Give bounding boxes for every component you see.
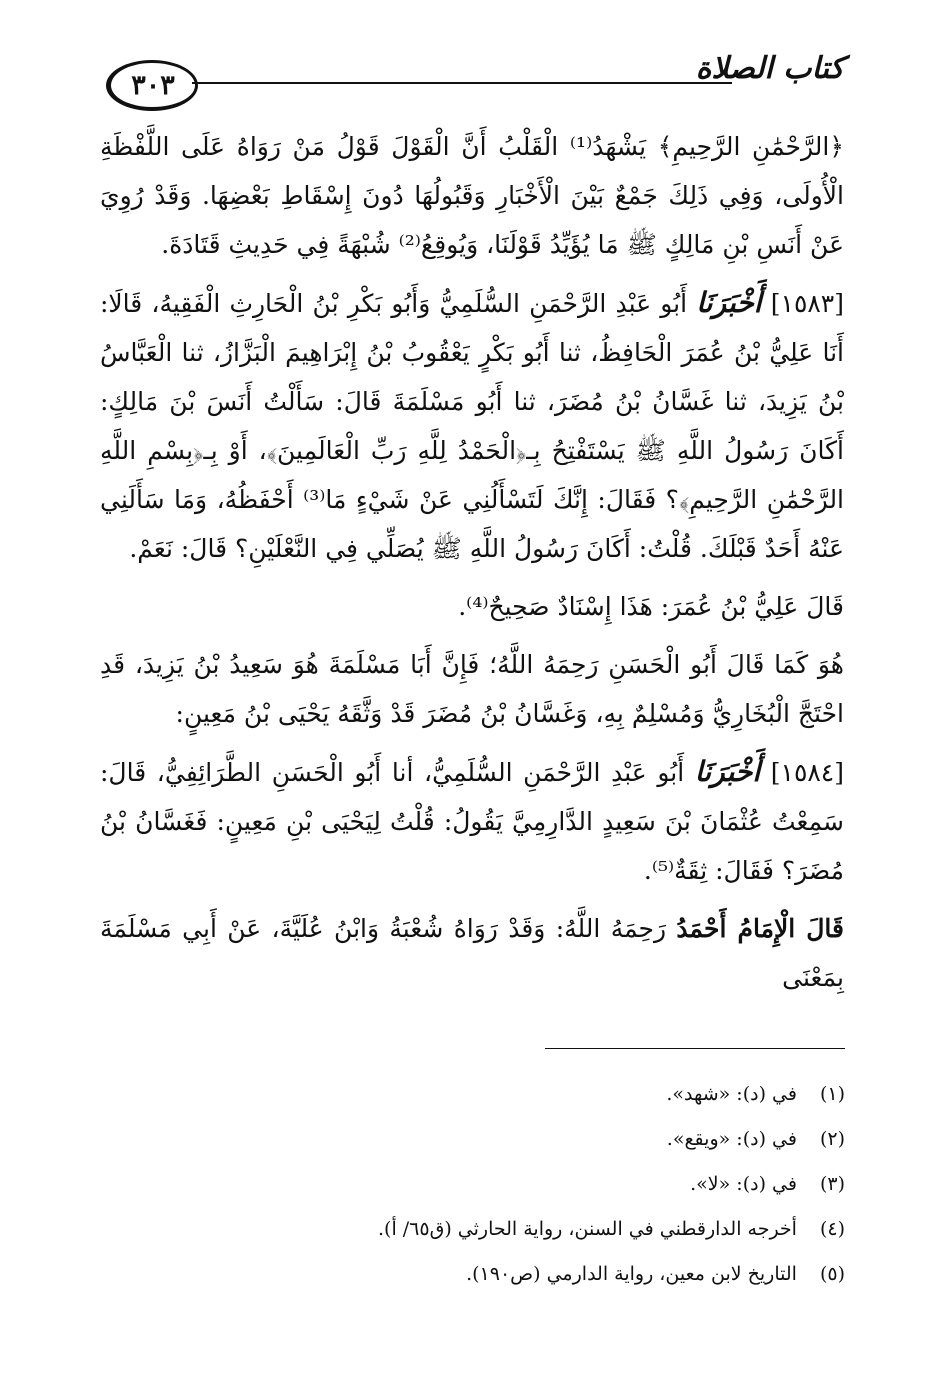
page-number: ٣٠٣ [131,69,175,101]
footnote-text: في (د): «لا». [690,1173,797,1195]
footnote-number: (١) [819,1083,845,1105]
book-title: كتاب الصلاة [695,51,844,86]
footnote-number: (٥) [819,1263,845,1285]
footnote [245,1072,845,1117]
paragraph-imam-ahmad [100,904,844,1002]
paragraph-text: ﴿الرَّحْمَٰنِ الرَّحِيمِ﴾ يَشْهَدُ⁽¹⁾ الْقَلْبُ أَنَّ الْقَوْلَ قَوْلُ مَنْ رَوَاهُ عَلَى اللَّفْظَةِ الْأُولَى، وَفِي ذَلِكَ جَمْعٌ بَيْنَ الْأَخْبَارِ وَقَبُولُهَا دُونَ إِسْقَاطِ بَعْضِهَا. وَقَدْ رُوِيَ عَنْ أَنَسِ بْنِ مَالِكٍ ﷺ مَا يُؤَيِّدُ قَوْلَنَا، وَيُوقِعُ⁽²⁾ شُبْهَةً فِي حَدِيثِ قَتَادَةَ. [100,132,844,259]
hadith-number: [١٥٨٣] [770,289,844,318]
footnote [245,1117,845,1162]
footnote-number: (٢) [819,1128,845,1150]
hadith-verb: أَخْبَرَنَا [694,755,761,788]
hadith-text: أَبُو عَبْدِ الرَّحْمَنِ السُّلَمِيُّ وَأَبُو بَكْرِ بْنُ الْحَارِثِ الْفَقِيهُ، قَالَا: أَنَا عَلِيُّ بْنُ عُمَرَ الْحَافِظُ، ثنا أَبُو بَكْرٍ يَعْقُوبُ بْنُ إِبْرَاهِيمَ الْبَزَّازُ، ثنا الْعَبَّاسُ بْنُ يَزِيدَ، ثنا غَسَّانُ بْنُ مُضَرَ، ثنا أَبُو مَسْلَمَةَ قَالَ: سَأَلْتُ أَنَسَ بْنَ مَالِكٍ: أَكَانَ رَسُولُ اللَّهِ ﷺ يَسْتَفْتِحُ بِـ﴿الْحَمْدُ لِلَّهِ رَبِّ الْعَالَمِينَ﴾، أَوْ بِـ﴿بِسْمِ اللَّهِ الرَّحْمَٰنِ الرَّحِيمِ﴾؟ فَقَالَ: إِنَّكَ لَتَسْأَلُنِي عَنْ شَيْءٍ مَا⁽³⁾ أَحْفَظُهُ، وَمَا سَأَلَنِي عَنْهُ أَحَدٌ قَبْلَكَ. قُلْتُ: أَكَانَ رَسُولُ اللَّهِ ﷺ يُصَلِّي فِي النَّعْلَيْنِ؟ قَالَ: نَعَمْ. [100,289,845,563]
paragraph-commentary [100,640,844,738]
footnote [245,1207,845,1252]
footnote-separator [545,1048,845,1049]
page-header [92,48,844,118]
paragraph-text: قَالَ عَلِيُّ بْنُ عُمَرَ: هَذَا إِسْنَادٌ صَحِيحٌ⁽⁴⁾. [458,592,844,621]
hadith-1584 [100,747,844,895]
footnote-number: (٣) [819,1173,845,1195]
footnote [245,1162,845,1207]
page-number-oval [106,60,198,111]
main-text [100,122,844,1002]
hadith-1583 [100,278,844,573]
header-rule [192,82,732,84]
footnote-text: في (د): «ويقع». [666,1128,797,1150]
paragraph-lead: قَالَ الْإِمَامُ أَحْمَدُ [676,914,845,943]
hadith-text: أَبُو عَبْدِ الرَّحْمَنِ السُّلَمِيُّ، أنا أَبُو الْحَسَنِ الطَّرَائِفِيُّ، قَالَ: سَمِعْتُ عُثْمَانَ بْنَ سَعِيدٍ الدَّارِمِيَّ يَقُولُ: قُلْتُ لِيَحْيَى بْنِ مَعِينٍ: فَغَسَّانُ بْنُ مُضَرَ؟ فَقَالَ: ثِقَةٌ⁽⁵⁾. [100,758,844,885]
footnotes [245,1072,845,1297]
paragraph-intro [100,122,844,269]
paragraph-text: رَحِمَهُ اللَّهُ: وَقَدْ رَوَاهُ شُعْبَةُ وَابْنُ عُلَيَّةَ، عَنْ أَبِي مَسْلَمَةَ بِمَعْنَى [100,914,844,992]
hadith-number: [١٥٨٤] [770,758,844,787]
hadith-verb: أَخْبَرَنَا [696,286,762,319]
footnote [245,1252,845,1297]
footnote-text: التاريخ لابن معين، رواية الدارمي (ص١٩٠). [466,1263,797,1285]
footnote-number: (٤) [819,1218,845,1240]
paragraph-ali-ibn-umar [100,582,844,631]
footnote-text: أخرجه الدارقطني في السنن، رواية الحارثي (ق٦٥/ أ). [378,1218,797,1240]
footnote-text: في (د): «شهد». [666,1083,797,1105]
paragraph-text: هُوَ كَمَا قَالَ أَبُو الْحَسَنِ رَحِمَهُ اللَّهُ؛ فَإِنَّ أَبَا مَسْلَمَةَ هُوَ سَعِيدُ بْنُ يَزِيدَ، قَدِ احْتَجَّ الْبُخَارِيُّ وَمُسْلِمٌ بِهِ، وَغَسَّانُ بْنُ مُضَرَ قَدْ وَثَّقَهُ يَحْيَى بْنُ مَعِينٍ: [100,650,844,728]
